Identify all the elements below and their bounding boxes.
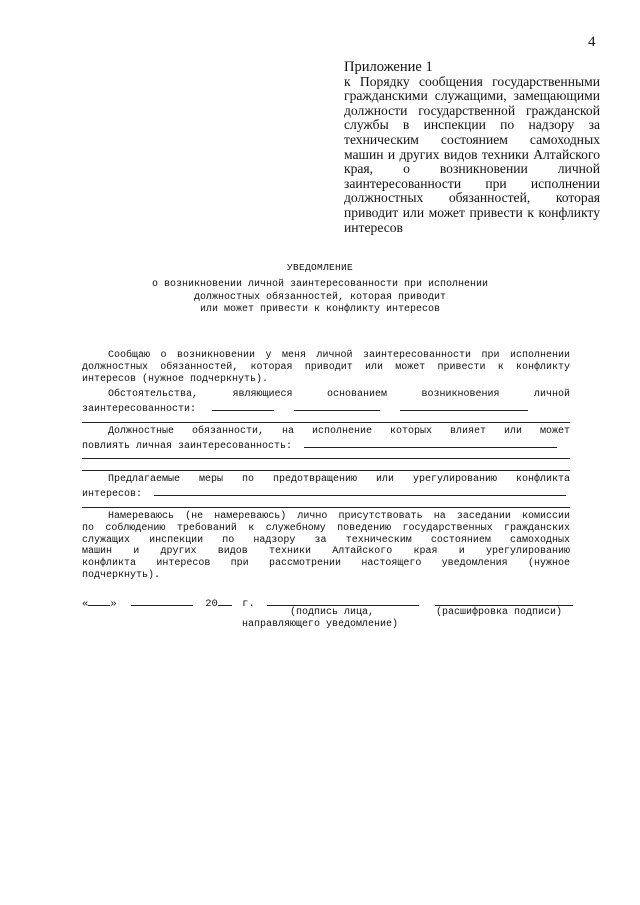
intro-line: должностных обязанностей, которая приводит или может привести к конфликту: [82, 361, 570, 373]
appendix-body: к Порядку сообщения государственными гражданскими служащими, замещающими должности государственной гражданской службы в инспекции по надзору за техническим состоянием самоходных машин и других видов техники Алтайского края, о возникновении личной заинтересованности при исполнении должностных обязанностей, которая приводит или может привести к конфликту интересов: [344, 73, 600, 235]
circumstances-field-3[interactable]: [400, 401, 528, 411]
intent-line: машин и других видов техники Алтайского края и урегулированию: [82, 546, 570, 558]
signature-field[interactable]: [267, 596, 419, 606]
notice-subtitle: [100, 279, 540, 317]
intent-line: по соблюдению требований к служебному поведению государственных гражданских: [82, 522, 570, 534]
date-open-quote: «: [82, 598, 89, 610]
measures-line: Предлагаемые меры по предотвращению или урегулированию конфликта: [108, 474, 570, 485]
intent-line: подчеркнуть).: [82, 569, 161, 581]
measures-label: интересов:: [82, 488, 143, 500]
measures-line-extra[interactable]: [82, 507, 570, 508]
duties-line: Должностные обязанности, на исполнение которых влияет или может: [108, 426, 570, 437]
signature-decoding-field[interactable]: [435, 596, 573, 606]
duties-label: повлиять личная заинтересованность:: [82, 440, 293, 452]
intent-line: конфликта интересов при рассмотрении настоящего уведомления (нужное: [82, 558, 570, 570]
page-number: 4: [588, 34, 596, 50]
intro-line: интересов (нужное подчеркнуть).: [82, 373, 269, 385]
appendix-block: [344, 60, 600, 235]
notice-subtitle-line: о возникновении личной заинтересованности при исполнении: [151, 279, 489, 290]
signature-caption-line: (подпись лица,: [290, 607, 375, 618]
date-close-quote: »: [110, 598, 117, 610]
duties-paragraph: [82, 426, 570, 453]
circumstances-line: Обстоятельства, являющиеся основанием возникновения личной: [108, 389, 570, 400]
measures-field[interactable]: [154, 486, 566, 496]
date-month-field[interactable]: [131, 596, 193, 606]
date-day-field[interactable]: [88, 596, 110, 606]
duties-line-extra-1[interactable]: [82, 458, 570, 459]
notice-subtitle-line: или может привести к конфликту интересов: [199, 304, 441, 315]
date-year-field[interactable]: [218, 596, 232, 606]
intent-line: служащих инспекции по надзору за техническим состоянием самоходных: [82, 534, 570, 546]
date-year-suffix: г.: [242, 598, 255, 610]
decoding-caption: (расшифровка подписи): [436, 607, 563, 618]
circumstances-field-1[interactable]: [212, 401, 274, 411]
circumstances-line-extra[interactable]: [82, 422, 570, 423]
appendix-title: Приложение 1: [344, 59, 433, 75]
intro-paragraph: [82, 350, 570, 385]
signature-caption-line: направляющего уведомление): [242, 619, 399, 630]
circumstances-field-2[interactable]: [294, 401, 380, 411]
measures-paragraph: [82, 474, 570, 501]
date-year-prefix: 20: [205, 598, 218, 610]
notice-subtitle-line: должностных обязанностей, которая приводит: [193, 291, 447, 303]
circumstances-label: заинтересованности:: [82, 403, 197, 415]
duties-field[interactable]: [304, 438, 557, 448]
signature-caption: [242, 607, 399, 631]
notice-title: УВЕДОМЛЕНИЕ: [286, 262, 353, 273]
circumstances-paragraph: [82, 389, 570, 416]
intro-line: Сообщаю о возникновении у меня личной заинтересованности при исполнении: [108, 350, 570, 361]
intent-paragraph: [82, 511, 570, 582]
intent-line: Намереваюсь (не намереваюсь) лично присутствовать на заседании комиссии: [108, 511, 570, 522]
duties-line-extra-2[interactable]: [82, 470, 570, 471]
